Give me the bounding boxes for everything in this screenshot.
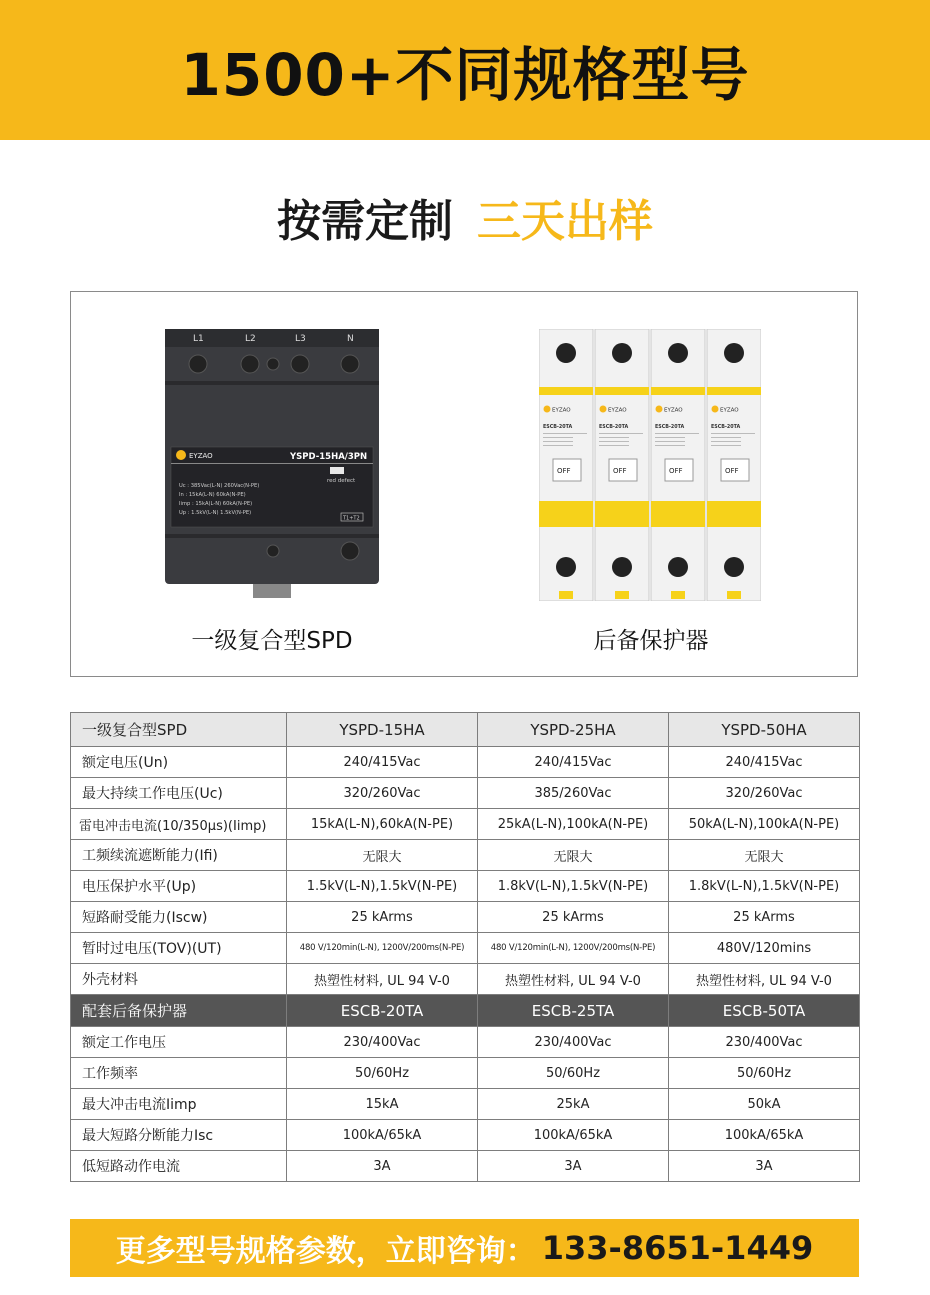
spd-spec-2: In : 15kA(L-N) 60kA(N-PE) [179, 492, 246, 498]
cell: 50/60Hz [478, 1058, 669, 1089]
cell: 320/260Vac [669, 778, 860, 809]
mcb-header-row [71, 995, 860, 1027]
cell: 230/400Vac [287, 1027, 478, 1058]
spd-class-mark: T1+T2 [343, 515, 360, 522]
row-label: 暂时过电压(TOV)(UT) [71, 933, 287, 964]
spd-model-col: YSPD-50HA [669, 713, 860, 747]
cell: 320/260Vac [287, 778, 478, 809]
svg-text:EYZAO: EYZAO [552, 407, 571, 414]
table-row [71, 902, 860, 933]
cell: 240/415Vac [669, 747, 860, 778]
mcb-device-image [539, 329, 761, 601]
spd-model: YSPD-15HA/3PN [290, 452, 368, 462]
cell: 25 kArms [478, 902, 669, 933]
svg-text:OFF: OFF [557, 467, 571, 475]
cell: 50/60Hz [287, 1058, 478, 1089]
cell: 480 V/120min(L-N), 1200V/200ms(N-PE) [478, 933, 669, 964]
top-banner [0, 0, 930, 140]
table-row [71, 809, 860, 840]
cell: 100kA/65kA [478, 1120, 669, 1151]
row-label: 短路耐受能力(Iscw) [71, 902, 287, 933]
phone-number[interactable]: 133-8651-1449 [541, 1229, 814, 1267]
spd-indicator: red defect [327, 478, 356, 484]
spd-model-col: YSPD-15HA [287, 713, 478, 747]
table-row [71, 840, 860, 871]
row-label: 最大短路分断能力Isc [71, 1120, 287, 1151]
cell: 3A [669, 1151, 860, 1182]
terminal-label-n: N [347, 334, 354, 344]
row-label: 工频续流遮断能力(Ifi) [71, 840, 287, 871]
product-showcase [70, 291, 858, 677]
cell: 25 kArms [669, 902, 860, 933]
cell: 25 kArms [287, 902, 478, 933]
cell: 热塑性材料, UL 94 V-0 [669, 964, 860, 995]
cell: 50kA [669, 1089, 860, 1120]
svg-text:ESCB-20TA: ESCB-20TA [543, 425, 573, 430]
table-row [71, 1058, 860, 1089]
cell: 1.8kV(L-N),1.5kV(N-PE) [478, 871, 669, 902]
cell: 385/260Vac [478, 778, 669, 809]
spec-table [70, 712, 860, 1182]
cell: 240/415Vac [478, 747, 669, 778]
table-row [71, 964, 860, 995]
cell: 240/415Vac [287, 747, 478, 778]
spd-model-col: YSPD-25HA [478, 713, 669, 747]
spd-header-row [71, 713, 860, 747]
spd-spec-4: Up : 1.5kV(L-N) 1.5kV(N-PE) [179, 510, 252, 516]
cell: 热塑性材料, UL 94 V-0 [287, 964, 478, 995]
cell: 3A [287, 1151, 478, 1182]
footer-text: 更多型号规格参数，立即咨询： [115, 1234, 536, 1269]
cell: 230/400Vac [669, 1027, 860, 1058]
cell: 100kA/65kA [669, 1120, 860, 1151]
cell: 1.5kV(L-N),1.5kV(N-PE) [287, 871, 478, 902]
mcb-caption: 后备保护器 [593, 628, 709, 654]
cell: 480 V/120min(L-N), 1200V/200ms(N-PE) [287, 933, 478, 964]
cell: 无限大 [287, 840, 478, 871]
row-label: 电压保护水平(Up) [71, 871, 287, 902]
cell: 230/400Vac [478, 1027, 669, 1058]
terminal-label-2: L2 [245, 334, 256, 344]
cell: 100kA/65kA [287, 1120, 478, 1151]
mcb-model-col: ESCB-20TA [287, 995, 478, 1027]
cell: 3A [478, 1151, 669, 1182]
table-row [71, 747, 860, 778]
table-row [71, 1027, 860, 1058]
table-row [71, 1089, 860, 1120]
table-row [71, 778, 860, 809]
row-label: 额定电压(Un) [71, 747, 287, 778]
table-row [71, 1120, 860, 1151]
spd-spec-1: Uc : 385Vac(L-N) 260Vac(N-PE) [179, 483, 260, 489]
cell: 15kA [287, 1089, 478, 1120]
cell: 25kA(L-N),100kA(N-PE) [478, 809, 669, 840]
spd-caption: 一级复合型SPD [191, 628, 353, 654]
row-label: 雷电冲击电流(10/350μs)(Iimp) [71, 809, 287, 840]
spd-spec-3: Iimp : 15kA(L-N) 60kA(N-PE) [179, 501, 253, 507]
row-label: 最大冲击电流Iimp [71, 1089, 287, 1120]
row-label: 最大持续工作电压(Uc) [71, 778, 287, 809]
row-label: 工作频率 [71, 1058, 287, 1089]
cell: 15kA(L-N),60kA(N-PE) [287, 809, 478, 840]
contact-footer [70, 1219, 859, 1277]
cell: 无限大 [478, 840, 669, 871]
page-title: 1500+不同规格型号 [180, 41, 750, 109]
terminal-label-3: L3 [295, 334, 306, 344]
row-label: 外壳材料 [71, 964, 287, 995]
mcb-model-col: ESCB-25TA [478, 995, 669, 1027]
table-row [71, 933, 860, 964]
cell: 50/60Hz [669, 1058, 860, 1089]
cell: 50kA(L-N),100kA(N-PE) [669, 809, 860, 840]
table-row [71, 1151, 860, 1182]
table-row [71, 871, 860, 902]
mcb-header-label: 配套后备保护器 [71, 995, 287, 1027]
cell: 480V/120mins [669, 933, 860, 964]
mcb-model-col: ESCB-50TA [669, 995, 860, 1027]
subtitle-left: 按需定制 [277, 196, 453, 247]
terminal-label-1: L1 [193, 334, 204, 344]
spd-device-image [165, 329, 379, 601]
cell: 25kA [478, 1089, 669, 1120]
row-label: 额定工作电压 [71, 1027, 287, 1058]
row-label: 低短路动作电流 [71, 1151, 287, 1182]
cell: 1.8kV(L-N),1.5kV(N-PE) [669, 871, 860, 902]
spd-header-label: 一级复合型SPD [71, 713, 287, 747]
spd-brand: EYZAO [189, 452, 213, 460]
cell: 热塑性材料, UL 94 V-0 [478, 964, 669, 995]
subtitle-right: 三天出样 [477, 196, 653, 247]
subtitle [0, 185, 930, 249]
cell: 无限大 [669, 840, 860, 871]
